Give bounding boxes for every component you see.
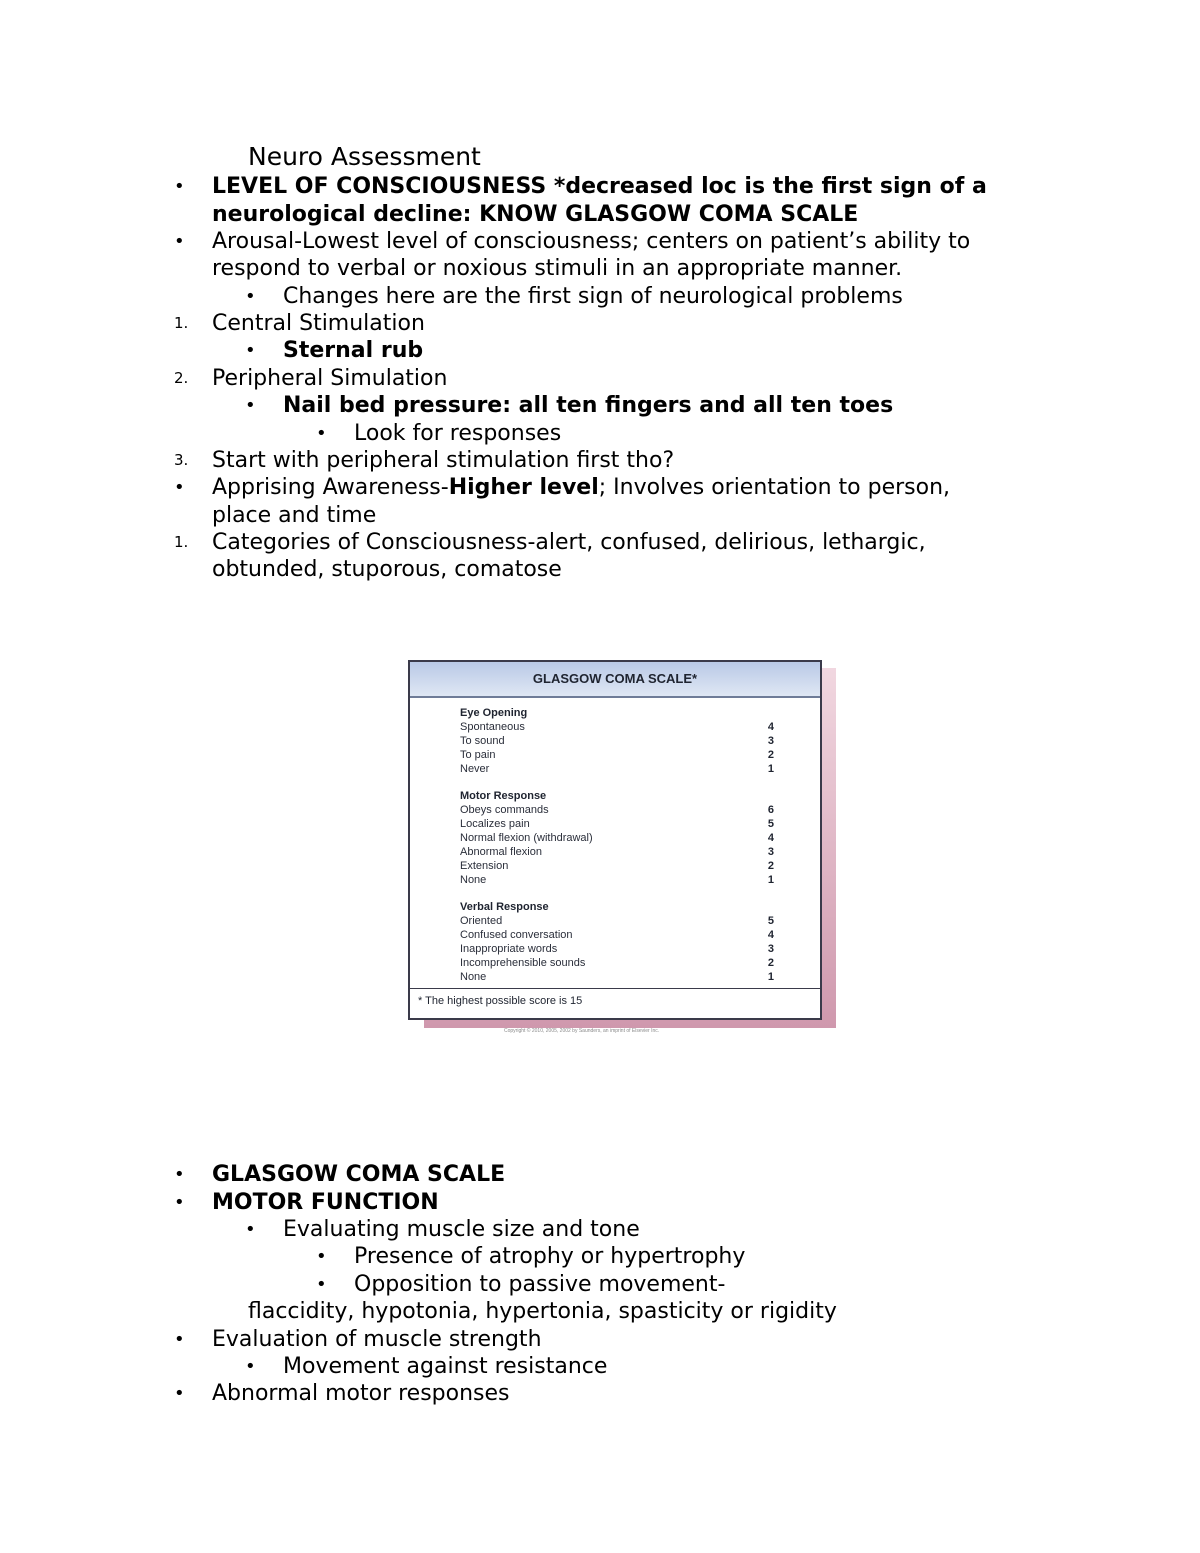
bullet: •	[174, 477, 185, 498]
gcs-figure-title: GLASGOW COMA SCALE*	[410, 662, 820, 698]
flaccidity-text: flaccidity, hypotonia, hypertonia, spasticity or rigidity	[248, 1299, 837, 1324]
apprising-line-1	[212, 474, 950, 501]
bullet: •	[174, 1383, 185, 1404]
apprising-a: Apprising Awareness-	[212, 475, 449, 500]
central-stimulation: Central Stimulation	[212, 311, 425, 336]
evaluating-muscle: Evaluating muscle size and tone	[283, 1217, 640, 1242]
arousal-line-2: respond to verbal or noxious stimuli in an appropriate manner.	[212, 256, 903, 281]
gcs-row-label: To pain	[460, 749, 496, 761]
bullet: •	[245, 1356, 256, 1377]
gcs-row-label: None	[460, 874, 487, 886]
opposition-text: Opposition to passive movement-	[354, 1272, 726, 1297]
categories-line-1: Categories of Consciousness-alert, confused, delirious, lethargic,	[212, 530, 926, 555]
bullet: •	[174, 176, 185, 197]
gcs-row-score: 2	[767, 957, 774, 969]
bullet: •	[316, 1246, 327, 1267]
gcs-row-score: 4	[767, 832, 774, 844]
gcs-row-label: None	[460, 971, 487, 983]
bullet: •	[245, 340, 256, 361]
muscle-strength: Evaluation of muscle strength	[212, 1327, 542, 1352]
gcs-row-score: 1	[767, 971, 774, 983]
gcs-row-label: Never	[460, 763, 490, 775]
gcs-eye-heading: Eye Opening	[460, 707, 528, 719]
bullet: •	[245, 286, 256, 307]
nail-bed-pressure: Nail bed pressure: all ten fingers and all ten toes	[283, 393, 894, 418]
bullet: •	[174, 231, 185, 252]
peripheral-simulation: Peripheral Simulation	[212, 366, 448, 391]
apprising-b: Higher level	[448, 475, 599, 500]
list-number: 1.	[174, 533, 189, 551]
gcs-row-score: 3	[767, 943, 774, 955]
gcs-row-label: Spontaneous	[460, 721, 525, 733]
sternal-rub: Sternal rub	[283, 338, 424, 363]
gcs-motor-heading: Motor Response	[460, 790, 547, 802]
page-title: Neuro Assessment	[248, 142, 481, 171]
gcs-row-label: Confused conversation	[460, 929, 573, 941]
gcs-row-score: 1	[767, 874, 774, 886]
arousal-line-1: Arousal-Lowest level of consciousness; centers on patient’s ability to	[212, 229, 971, 254]
bullet: •	[245, 1219, 256, 1240]
gcs-row-label: Normal flexion (withdrawal)	[460, 832, 593, 844]
gcs-row-label: Abnormal flexion	[460, 846, 542, 858]
gcs-row-label: To sound	[460, 735, 505, 747]
gcs-copyright: Copyright © 2010, 2005, 2002 by Saunders, an imprint of Elsevier Inc.	[504, 1028, 660, 1034]
gcs-heading: GLASGOW COMA SCALE	[212, 1162, 506, 1187]
gcs-row-score: 3	[767, 735, 774, 747]
gcs-row-label: Incomprehensible sounds	[460, 957, 586, 969]
bullet: •	[245, 395, 256, 416]
atrophy-text: Presence of atrophy or hypertrophy	[354, 1244, 746, 1269]
movement-resistance: Movement against resistance	[283, 1354, 608, 1379]
loc-line-1: LEVEL OF CONSCIOUSNESS *decreased loc is the first sign of a	[212, 174, 987, 199]
bullet: •	[316, 423, 327, 444]
gcs-row-label: Inappropriate words	[460, 943, 558, 955]
gcs-row-score: 4	[767, 721, 774, 733]
gcs-row-label: Localizes pain	[460, 818, 530, 830]
gcs-row-score: 3	[767, 846, 774, 858]
gcs-row-score: 2	[767, 860, 774, 872]
start-peripheral: Start with peripheral stimulation first tho?	[212, 448, 675, 473]
list-number: 2.	[174, 369, 189, 387]
gcs-row-score: 5	[767, 818, 774, 830]
apprising-c: ; Involves orientation to person,	[598, 475, 951, 500]
gcs-divider	[410, 988, 820, 989]
abnormal-motor: Abnormal motor responses	[212, 1381, 510, 1406]
bullet: •	[316, 1274, 327, 1295]
gcs-row-score: 2	[767, 749, 774, 761]
bullet: •	[174, 1164, 185, 1185]
gcs-row-score: 5	[767, 915, 774, 927]
gcs-row-label: Extension	[460, 860, 509, 872]
gcs-row-score: 6	[767, 804, 774, 816]
categories-line-2: obtunded, stuporous, comatose	[212, 557, 562, 582]
gcs-verbal-heading: Verbal Response	[460, 901, 549, 913]
list-number: 3.	[174, 451, 189, 469]
bullet: •	[174, 1192, 185, 1213]
apprising-line-2: place and time	[212, 503, 377, 528]
look-for-responses: Look for responses	[354, 421, 562, 446]
gcs-row-label: Obeys commands	[460, 804, 549, 816]
gcs-figure	[408, 660, 822, 1020]
gcs-row-score: 4	[767, 929, 774, 941]
gcs-footnote: * The highest possible score is 15	[418, 995, 583, 1007]
gcs-row-score: 1	[767, 763, 774, 775]
bullet: •	[174, 1329, 185, 1350]
gcs-row-label: Oriented	[460, 915, 503, 927]
changes-text: Changes here are the first sign of neurological problems	[283, 284, 903, 309]
loc-line-2: neurological decline: KNOW GLASGOW COMA SCALE	[212, 202, 859, 227]
motor-function-heading: MOTOR FUNCTION	[212, 1190, 439, 1215]
list-number: 1.	[174, 314, 189, 332]
